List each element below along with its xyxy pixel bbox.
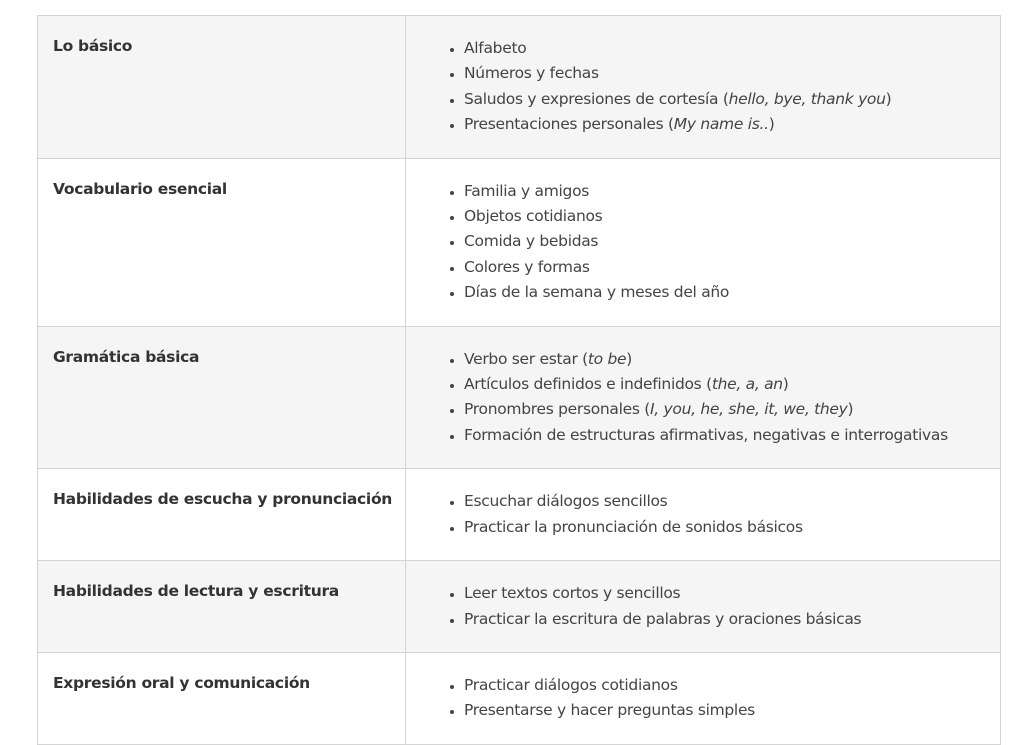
topic-label: Vocabulario esencial <box>53 179 227 198</box>
table-row <box>38 469 1001 561</box>
list-item <box>464 204 1000 229</box>
list-item <box>464 280 1000 305</box>
list-item-example: I, you, he, she, it, we, they <box>650 400 848 419</box>
topic-label: Habilidades de lectura y escritura <box>53 582 339 601</box>
list-item <box>464 489 1000 514</box>
list-item-example: My name is.. <box>673 115 769 134</box>
list-item-example: hello, bye, thank you <box>728 89 886 108</box>
table-row <box>38 326 1001 469</box>
list-item-text: Presentaciones personales ( <box>464 115 674 134</box>
list-item <box>464 372 1000 397</box>
list-item <box>464 347 1000 372</box>
list-item-text: Días de la semana y meses del año <box>464 283 730 302</box>
syllabus-table-body <box>38 16 1001 745</box>
list-item-text: Saludos y expresiones de cortesía ( <box>464 89 729 108</box>
content-list <box>406 327 1000 469</box>
content-list <box>406 561 1000 652</box>
content-cell <box>406 158 1001 326</box>
list-item-text: Comida y bebidas <box>464 232 599 251</box>
list-item-text: Leer textos cortos y sencillos <box>464 584 681 603</box>
list-item-text: Números y fechas <box>464 64 599 83</box>
list-item-text: Alfabeto <box>464 39 527 57</box>
list-item-suffix: ) <box>626 349 633 368</box>
list-item-example: to be <box>587 349 627 368</box>
list-item-text: Objetos cotidianos <box>464 207 603 226</box>
list-item <box>464 61 1000 86</box>
list-item-text: Escuchar diálogos sencillos <box>464 492 668 511</box>
list-item <box>464 423 1000 448</box>
list-item-text: Presentarse y hacer preguntas simples <box>464 701 755 720</box>
content-list <box>406 653 1000 744</box>
list-item-text: Practicar la pronunciación de sonidos básicos <box>464 517 803 536</box>
table-row <box>38 561 1001 653</box>
list-item <box>464 36 1000 61</box>
list-item-text: Practicar la escritura de palabras y oraciones básicas <box>464 609 862 628</box>
list-item <box>464 229 1000 254</box>
topic-label: Expresión oral y comunicación <box>53 673 310 692</box>
content-cell <box>406 16 1001 159</box>
list-item-text: Formación de estructuras afirmativas, negativas e interrogativas <box>464 425 948 444</box>
topic-cell <box>38 469 406 561</box>
list-item <box>464 112 1000 137</box>
list-item <box>464 673 1000 698</box>
table-row <box>38 652 1001 744</box>
topic-cell <box>38 158 406 326</box>
list-item <box>464 581 1000 606</box>
list-item-text: Artículos definidos e indefinidos ( <box>464 375 712 394</box>
list-item-text: Verbo ser estar ( <box>464 349 588 368</box>
list-item-text: Familia y amigos <box>464 181 590 200</box>
list-item <box>464 698 1000 723</box>
list-item-text: Pronombres personales ( <box>464 400 651 419</box>
content-cell <box>406 326 1001 469</box>
content-cell <box>406 652 1001 744</box>
syllabus-table-container <box>37 15 1000 745</box>
list-item <box>464 397 1000 422</box>
list-item-text: Colores y formas <box>464 257 590 276</box>
content-list <box>406 16 1000 158</box>
topic-cell <box>38 326 406 469</box>
list-item <box>464 515 1000 540</box>
list-item <box>464 255 1000 280</box>
list-item <box>464 607 1000 632</box>
content-list <box>406 469 1000 560</box>
list-item <box>464 87 1000 112</box>
list-item-suffix: ) <box>782 375 789 394</box>
topic-label: Habilidades de escucha y pronunciación <box>53 490 393 509</box>
content-cell <box>406 469 1001 561</box>
topic-cell <box>38 16 406 159</box>
list-item-text: Practicar diálogos cotidianos <box>464 675 678 694</box>
table-row <box>38 158 1001 326</box>
list-item-suffix: ) <box>768 115 775 134</box>
content-list <box>406 159 1000 326</box>
topic-cell <box>38 561 406 653</box>
topic-cell <box>38 652 406 744</box>
list-item-suffix: ) <box>885 89 892 108</box>
list-item-example: the, a, an <box>711 375 783 394</box>
topic-label: Lo básico <box>53 37 133 55</box>
syllabus-table <box>37 15 1001 745</box>
list-item <box>464 179 1000 204</box>
content-cell <box>406 561 1001 653</box>
table-row <box>38 16 1001 159</box>
list-item-suffix: ) <box>847 400 854 419</box>
topic-label: Gramática básica <box>53 347 200 366</box>
